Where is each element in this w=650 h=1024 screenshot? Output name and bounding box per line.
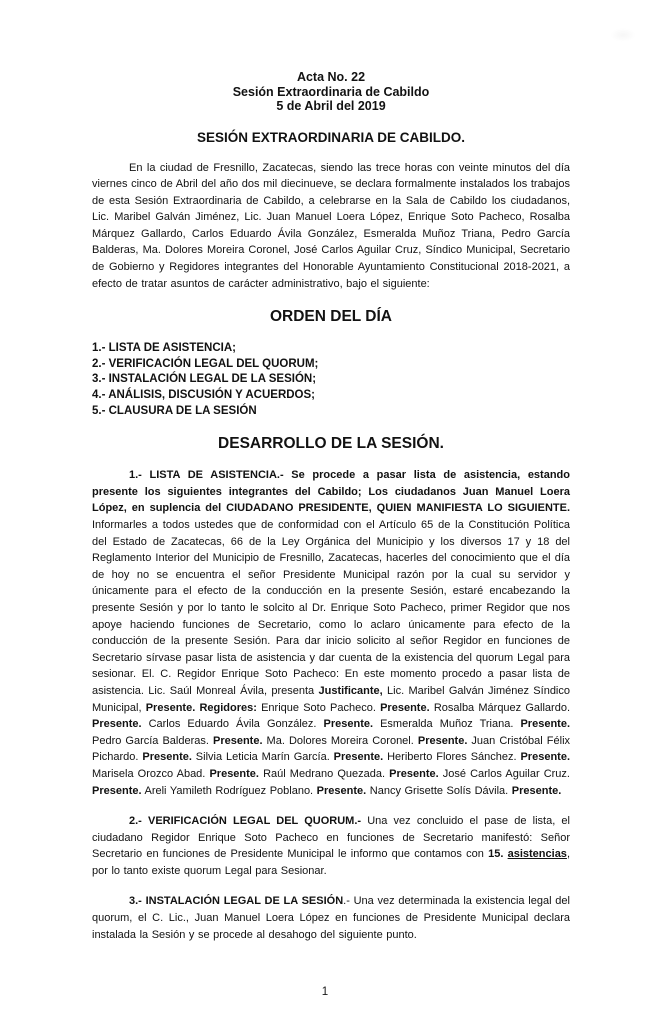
text-run: , por lo tanto existe quorum Legal para Sesionar.: [92, 848, 570, 877]
text-run-bold: Presente.: [389, 767, 439, 780]
text-run-bold: Presente.: [520, 718, 570, 731]
text-run: Raúl Medrano Quezada.: [258, 767, 390, 780]
text-run: Areli Yamileth Rodríguez Poblano.: [141, 784, 317, 797]
agenda-item: 5.- CLAUSURA DE LA SESIÓN: [92, 404, 257, 417]
text-run: Carlos Eduardo Ávila González.: [141, 718, 324, 731]
agenda-item: 1.- LISTA DE ASISTENCIA;: [92, 342, 236, 355]
text-run-bold: Presente.: [92, 784, 142, 797]
text-run-bold: Presente.: [520, 751, 570, 764]
text-run: Nancy Grisette Solís Dávila.: [366, 784, 512, 797]
paragraph: [92, 813, 570, 879]
text-run-bold: Presente.: [142, 751, 192, 764]
scan-artifact: [610, 28, 636, 42]
text-run-bold: Justificante,: [318, 684, 383, 697]
text-run-bold: Presente.: [209, 767, 259, 780]
text-run: Rosalba Márquez Gallardo.: [429, 701, 570, 714]
paragraph: [92, 467, 570, 799]
page-number: 1: [321, 986, 329, 998]
paragraph: [92, 893, 570, 943]
text-run: Lic. Maribel Galván Jiménez Síndico Municipal,: [92, 684, 570, 714]
text-run: .- Una vez determinada la existencia legal del quorum, el C. Lic., Juan Manuel Loera López en funciones de Presidente Municipal declara instalada la Sesión y se procede al desahogo del siguiente punto.: [92, 895, 570, 941]
text-run-bold: Presente.: [316, 784, 367, 797]
acta-number-line: Acta No. 22: [296, 70, 366, 84]
text-run: Marisela Orozco Abad.: [92, 767, 210, 780]
text-run: Esmeralda Muñoz Triana.: [373, 718, 521, 731]
text-run-bold: Presente.: [92, 718, 142, 731]
agenda-list: [92, 341, 570, 419]
text-run: José Carlos Aguilar Cruz.: [438, 767, 570, 780]
text-run: Ma. Dolores Moreira Coronel.: [262, 734, 418, 747]
document-content: [92, 70, 570, 943]
date-line: 5 de Abril del 2019: [276, 99, 386, 113]
session-type-line: Sesión Extraordinaria de Cabildo: [232, 84, 430, 99]
document-title: SESIÓN EXTRAORDINARIA DE CABILDO.: [196, 129, 466, 145]
text-run: Juan Cristóbal Félix Pichardo.: [92, 734, 571, 764]
paragraph: [92, 160, 570, 293]
text-run-bold: 2.- VERIFICACIÓN LEGAL DEL QUORUM.-: [129, 815, 362, 828]
section-heading: DESARROLLO DE LA SESIÓN.: [218, 435, 444, 453]
text-run: Silvia Leticia Marín García.: [191, 751, 334, 764]
text-run-bold: 15.: [488, 848, 508, 861]
text-run-bold: Presente.: [417, 734, 468, 747]
text-run-bold: asistencias: [507, 848, 567, 861]
agenda-item: 4.- ANÁLISIS, DISCUSIÓN Y ACUERDOS;: [92, 389, 316, 402]
text-run-bold: Presente.: [511, 784, 562, 797]
section-heading: ORDEN DEL DÍA: [269, 308, 392, 326]
text-run: Heriberto Flores Sánchez.: [383, 751, 521, 764]
document-header: [92, 70, 570, 114]
text-run: Informarles a todos ustedes que de conformidad con el Artículo 65 de la Constitución Política del Estado de Zacatecas, 66 de la Ley Orgánica del Municipio y los diversos 17 y 18 del Reglamento Interior del Municipio de Fresnillo, Zacatecas, hacerles del conocimiento que el día de hoy no se encuentra el señor Presidente Municipal razón por la cual su servidor y únicamente para el efecto de la conducción en la presente Sesión, estaré encabezando la presente Sesión y por lo tanto le solcito al Dr. Enrique Soto Pacheco, primer Regidor que nos apoye haciendo funciones de Secretario, como lo aclaro únicamente para efecto de la conducción de la presente Sesión. Para dar inicio solicito al señor Regidor en funciones de Secretario sírvase pasar lista de asistencia y dar cuenta de la existencia del quorum Legal para sesionar. El. C. Regidor Enrique Soto Pacheco: En este momento procedo a pasar lista de asistencia. Lic. Saúl Monreal Ávila, presenta: [92, 519, 570, 697]
text-run-bold: 1.- LISTA DE ASISTENCIA.- Se procede a pasar lista de asistencia, estando presente los siguientes integrantes del Cabildo; Los ciudadanos Juan Manuel Loera López, en suplencia del CIUDADANO PRESIDENTE, QUIEN MANIFIESTA LO SIGUIENTE.: [92, 469, 570, 515]
text-run: Una vez concluido el pase de lista, el ciudadano Regidor Enrique Soto Pacheco en funciones de Secretario manifestó: Señor Secretario en funciones de Presidente Municipal le informo que contamos con: [92, 815, 570, 861]
document-blocks: [92, 160, 570, 944]
text-run-bold: Presente.: [212, 734, 263, 747]
text-run: Enrique Soto Pacheco.: [256, 701, 381, 714]
agenda-item: 3.- INSTALACIÓN LEGAL DE LA SESIÓN;: [92, 373, 317, 386]
text-run: En la ciudad de Fresnillo, Zacatecas, siendo las trece horas con veinte minutos del día viernes cinco de Abril del año dos mil diecinueve, se declara formalmente instalados los trabajos de esta Sesión Extraordinaria de Cabildo, a celebrarse en la Sala de Cabildo los ciudadanos, Lic. Maribel Galván Jiménez, Lic. Juan Manuel Loera López, Enrique Soto Pacheco, Rosalba Márquez Gallardo, Carlos Eduardo Ávila González, Esmeralda Muñoz Triana, Pedro García Balderas, Ma. Dolores Moreira Coronel, José Carlos Aguilar Cruz, Síndico Municipal, Secretario de Gobierno y Regidores integrantes del Honorable Ayuntamiento Constitucional 2018-2021, a efecto de tratar asuntos de carácter administrativo, bajo el siguiente:: [92, 161, 570, 290]
text-run-bold: Presente.: [323, 718, 374, 731]
text-run-bold: 3.- INSTALACIÓN LEGAL DE LA SESIÓN: [129, 895, 344, 908]
text-run: Pedro García Balderas.: [92, 734, 213, 747]
text-run-bold: Presente. Regidores:: [145, 701, 257, 714]
text-run-bold: Presente.: [333, 751, 384, 764]
text-run-bold: Presente.: [380, 701, 430, 714]
agenda-item: 2.- VERIFICACIÓN LEGAL DEL QUORUM;: [92, 357, 319, 370]
